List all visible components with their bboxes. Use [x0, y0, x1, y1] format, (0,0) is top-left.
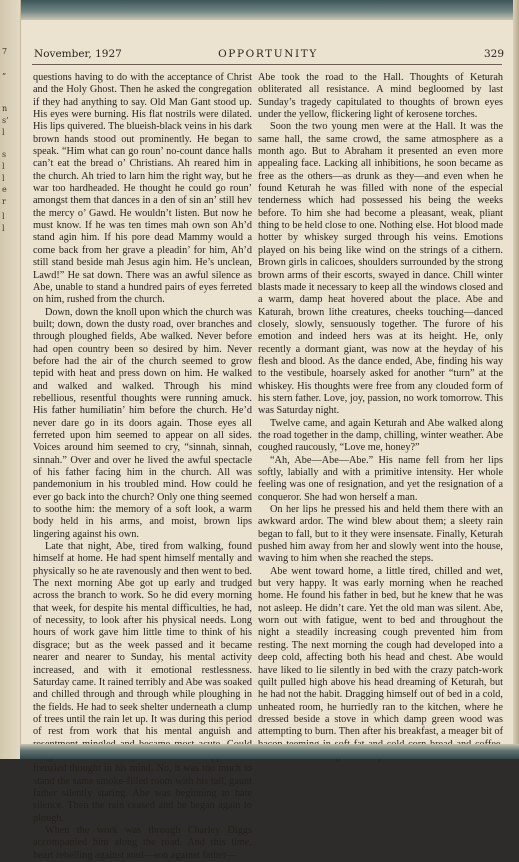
top-binding-band: [20, 0, 519, 20]
gutter-char: l: [2, 212, 5, 221]
gutter-char: l: [2, 128, 5, 137]
paragraph: When the work was through Charley Diggs accompanied him along the road. And this time, heart rebelling against soul—son against father—: [33, 824, 252, 861]
gutter-char: e: [2, 185, 7, 194]
gutter-char: s’: [2, 116, 9, 125]
running-head: [30, 48, 506, 62]
paragraph: On her lips he pressed his and held them there with an awkward ardor. The wind blew about them; a sleety rain began to fall, but to it they were insensate. Finally, Keturah pushed him away from her and slowly went into the house, waving to him when she reached the steps.: [258, 504, 503, 565]
gutter-char: l: [2, 162, 5, 171]
paragraph: “Ah, Abe—Abe—Abe.” His name fell from her lips softly, labially and with a primitive intensity. Her whole feeling was one of resignation, and yet the resignation of a conqueror. She had won herself a man.: [258, 454, 503, 503]
paragraph: questions having to do with the acceptance of Christ and the Holy Ghost. Then he asked the congregation if they had anything to say. Old Man Gant stood up. His eyes were burning. His flat nostrils were dilated. His lips quivered. The blueish-black veins in his dark brown hands stood out prominently. He began to speak. “Him what can go roun’ no-count dance halls can’t eat the bread o’ Christians. Ah reared him in the church. Ah tried to larn him the right way, but he war too hardheaded. He thought he could go roun’ amongst them that dances in a den of sin an’ still hev the mercy o’ Gawd. He wouldn’t listen. But now he must know. If he was ten times mah own son Ah’d stand agin him. If his pore dead Mammy would a come back from her grave a pleadin’ for him, Ah’d still stand beside mah Jesus agin him. He’s unclean, Lawd!” He sat down. There was an awful silence as Abe, unable to stand a hundred pairs of eyes ferreted on him, rushed from the church.: [33, 72, 252, 306]
header-rule: [32, 64, 502, 65]
gutter-char: 7: [2, 47, 8, 56]
bottom-binding-band: [20, 744, 519, 759]
gutter-char: ”: [2, 72, 7, 81]
right-page-edge: [513, 0, 519, 759]
magazine-title: OPPORTUNITY: [218, 48, 318, 60]
paragraph: Soon the two young men were at the Hall. It was the same hall, the same crowd, the same atmosphere as a month ago. But to Abraham it presented an even more appealing face. Lacking all inhibitions, he soon became as free as the others—as drunk as they—and even when he found Keturah he was filled with none of the especial tenderness which had possessed his being the weeks before. To him she had become a pleasant, weak, pliant thing to be held close to one. Nothing else. Hot blood made hotter by whiskey surged through his veins. Emotions played on his being like wind on the strings of a cithern. Brown girls in calicoes, shoulders surrounded by the strong brown arms of their escorts, swayed in dance. Chill winter blasts made it necessary to keep all the windows closed and a warm, damp heat hovered about the place. Abe and Katurah, brown lithe creatures, cheeks touching—danced closely, slowly, sensuously together. The furore of his emotion and indeed hers was at its height. He, only recently a dormant giant, was now at the heyday of his flesh and blood. As the dance ended, Abe, finding his way to the vestibule, hoarsely asked for another “turn” at the whiskey. His thoughts were free from any clouded form of his stern father. Love, joy, passion, no work tomorrow. This was Saturday night.: [258, 121, 503, 417]
gutter-char: r: [2, 197, 6, 206]
paragraph: Down, down the knoll upon which the church was built; down, down the dusty road, over branches and through ploughed fields, Abe walked. Never before had open country been so desired by him. Never before had the air of the church seemed to grow tepid with heat and press down on him. He walked and walked and walked. Through his mind rebellious, resentful thoughts were running amuck. His father humiliatin’ him before the church. He’d never dare go in its doors again. Those eyes all ferreted upon him seemed to appear on all sides. Voices around him seemed to cry, “sinnah, sinnah, sinnah.” Over and over he lived the awful spectacle of his father facing him in the church. All was pandemonium in his troubled mind. How could he ever go back into the church? Only one thing seemed to soothe him: the memory of a soft look, a warm body held in his arms, and moist, brown lips lingering against his own.: [33, 306, 252, 540]
gutter-char: s: [2, 150, 7, 159]
gutter-char: l: [2, 224, 5, 233]
gutter-char: n: [2, 104, 8, 113]
page-number: 329: [483, 48, 504, 60]
paragraph: Twelve came, and again Keturah and Abe walked along the road together in the damp, chilling, winter weather. Abe coughed raucously, “Love me, honey?”: [258, 417, 503, 454]
issue-date: November, 1927: [34, 48, 122, 60]
paragraph: Abe went toward home, a little tired, chilled and wet, but very happy. It was early morning when he reached home. He found his father in bed, but he knew that he was not asleep. He didn’t care. Yet the old man was silent. Abe, worn out with fatigue, went to bed and throughout the night a steadily increasing cough prevented him from resting. The next morning the cough had developed into a deep cold, affecting both his head and chest. Abe would have liked to lie silently in bed with the crazy patch-work quilt pulled high above his head dreaming of Keturah, but he had not the habit. Dragging himself out of bed in a cold, unheated room, he hurriedly ran to the kitchen, where he dressed beside a stove in which damp green wood was attempting to burn. Then after his breakfast, a meager bit of: [258, 565, 503, 738]
paragraph: Late that night, Abe, tired from walking, found himself at home. He had spent himself mentally and physically so he ate ravenously and then went to bed. The next morning Abe got up early and trudged across the branch to work. So he did every morning that week, for despite his mental difficulties, he had, of necessity, to look after his physical needs. Long hours of work gave him little time to think of his disgrace; but as the week passed and it became nearer and nearer to Sunday, his mental activity increased, and with it emotional restlessness. Saturday came. It rained terribly and Abe was soaked and chilled through and through while ploughing in the fields. He had to seek shelter underneath a clump of trees until the rain let up. It was during this period of rest from work that his mental anguish and frenzied thought in his mind. No, it was too much to stand the same smoke-filled room with his tall, gaunt father silently staring. Abe was beginning to hate silence. Then the rain ceased and he began again to plough.: [33, 541, 252, 824]
paragraph: Abe took the road to the Hall. Thoughts of Keturah obliterated all resistance. A mind begloomed by last Sunday’s tragedy capitulated to thoughts of brown eyes under the yellow, flickering light of kerosene torches.: [258, 72, 503, 121]
gutter-char: l: [2, 174, 5, 183]
right-column: [258, 72, 503, 763]
left-gutter-strip: [0, 0, 21, 759]
